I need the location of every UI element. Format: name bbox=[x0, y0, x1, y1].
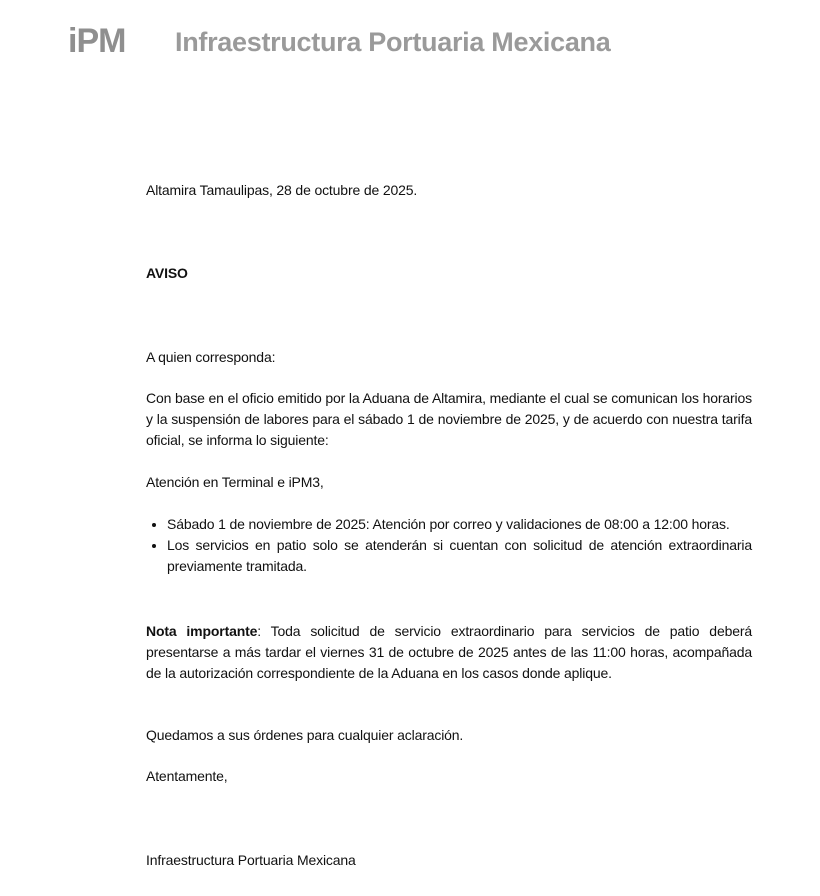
note-label: Nota importante bbox=[146, 623, 258, 639]
bullet-item: • Los servicios en patio solo se atenderán si cuentan con solicitud de atención extraordinaria previamente tramitada. bbox=[167, 535, 752, 577]
salutation: A quien corresponda: bbox=[146, 349, 276, 365]
note-text: : Toda solicitud de servicio extraordinario para servicios de patio deberá presentarse a más tardar el viernes 31 de octubre de 2025 antes de las 11:00 horas, acompañada de la autorización correspondiente de la Aduana en los casos donde aplique. bbox=[146, 623, 752, 681]
signature: Infraestructura Portuaria Mexicana bbox=[146, 852, 356, 868]
important-note bbox=[146, 621, 752, 684]
place-date: Altamira Tamaulipas, 28 de octubre de 2025. bbox=[146, 182, 418, 198]
ipm-logo: iPM bbox=[68, 22, 126, 60]
closing: Atentamente, bbox=[146, 768, 228, 784]
closing-offer: Quedamos a sus órdenes para cualquier aclaración. bbox=[146, 727, 464, 743]
intro-paragraph: Con base en el oficio emitido por la Aduana de Altamira, mediante el cual se comunican los horarios y la suspensión de labores para el sábado 1 de noviembre de 2025, y de acuerdo con nuestra tarifa oficial, se informa lo siguiente: bbox=[146, 390, 752, 448]
bullet-item: • Sábado 1 de noviembre de 2025: Atención por correo y validaciones de 08:00 a 12:00 horas. bbox=[167, 514, 752, 535]
notice-title: AVISO bbox=[146, 265, 188, 281]
organization-title: Infraestructura Portuaria Mexicana bbox=[175, 27, 611, 57]
bullet-list bbox=[146, 514, 752, 577]
section-heading: Atención en Terminal e iPM3, bbox=[146, 474, 324, 490]
